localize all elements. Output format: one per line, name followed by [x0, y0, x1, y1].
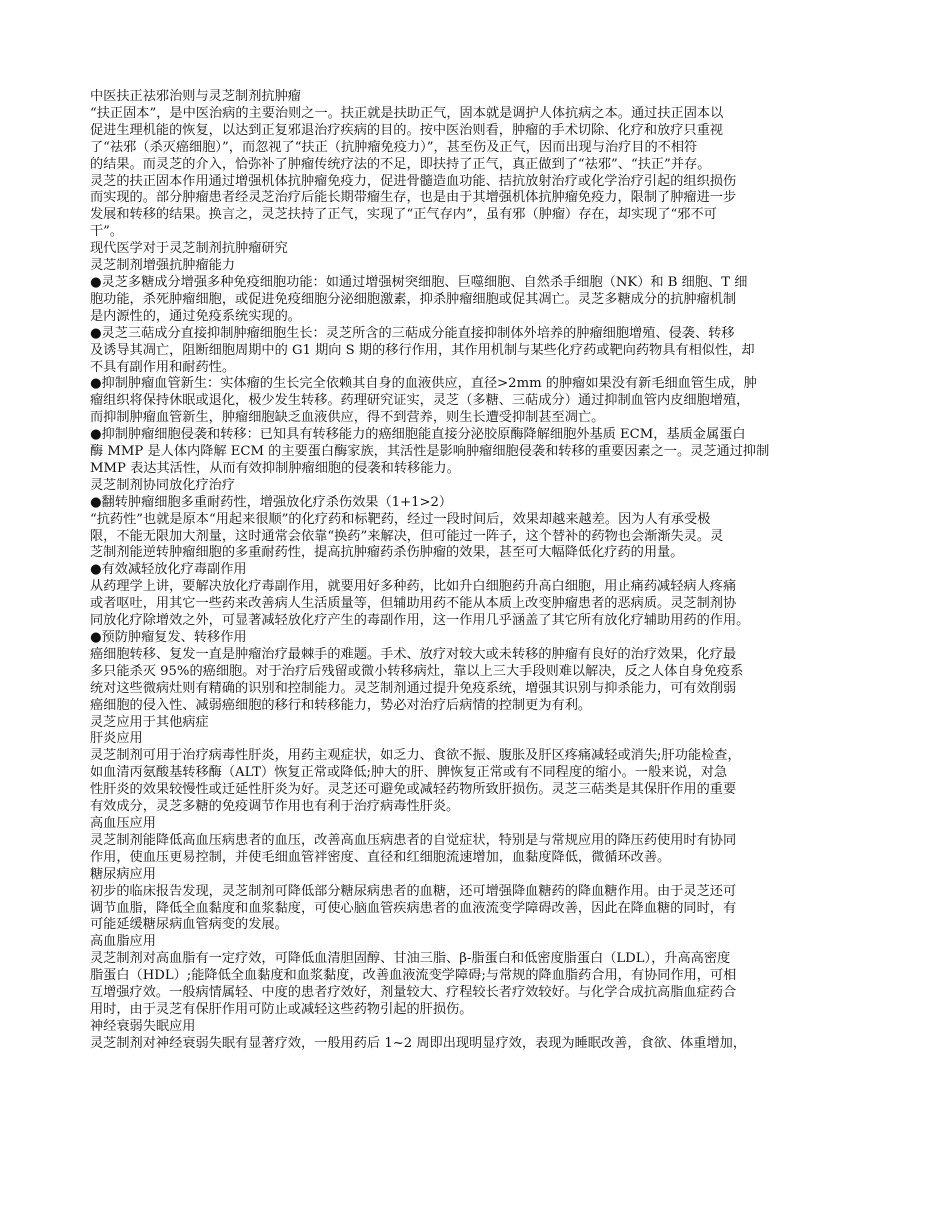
text-line: 灵芝制剂对高血脂有一定疗效，可降低血清胆固醇、甘油三脂、β-脂蛋白和低密度脂蛋白（LDL），升高高密度: [90, 951, 731, 967]
text-line: 及诱导其凋亡，阻断细胞周期中的 G1 期向 S 期的移行作用，其作用机制与某些化疗药或靶向药物具有相似性，却: [90, 342, 755, 358]
text-line: ●有效减轻放化疗毒副作用: [90, 562, 247, 578]
text-line: 可能延缓糖尿病血管病变的发展。: [90, 917, 288, 933]
text-line: 从药理学上讲，要解决放化疗毒副作用，就要用好多种药，比如升白细胞药升高白细胞，用止痛药减轻病人疼痛: [90, 579, 737, 595]
text-line: 调节血脂，降低全血黏度和血浆黏度，可使心脑血管疾病患者的血液流变学障碍改善，因此在降血糖的同时，有: [90, 900, 737, 916]
text-line: 如血清丙氨酸基转移酶（ALT）恢复正常或降低;肿大的肝、脾恢复正常或有不同程度的缩小。一般来说，对急: [90, 765, 728, 781]
text-line: 性肝炎的效果较慢性或迁延性肝炎为好。灵芝还可避免或减轻药物所致肝损伤。灵芝三萜类是其保肝作用的重要: [90, 782, 737, 798]
text-line: 促进生理机能的恢复，以达到正复邪退治疗疾病的目的。按中医治则看，肿瘤的手术切除、化疗和放疗只重视: [90, 122, 723, 138]
text-line: 灵芝制剂对神经衰弱失眠有显著疗效，一般用药后 1~2 周即出现明显疗效，表现为睡眠改善，食欲、体重增加，: [90, 1035, 747, 1051]
text-line: 作用，使血压更易控制，并使毛细血管袢密度、直径和红细胞流速增加，血黏度降低，微循环改善。: [90, 849, 671, 865]
text-line: 而抑制肿瘤血管新生，肿瘤细胞缺乏血液供应，得不到营养，则生长遭受抑制甚至凋亡。: [90, 410, 605, 426]
text-line: 统对这些微病灶则有精确的识别和控制能力。灵芝制剂通过提升免疫系统，增强其识别与抑杀能力，可有效削弱: [90, 680, 737, 696]
text-line: 限，不能无限加大剂量，这时通常会依靠“换药”来解决，但可能过一阵子，这个替补的药物也会渐渐失灵。灵: [90, 528, 724, 544]
text-line: 同放化疗除增效之外，可显著减轻放化疗产生的毒副作用，这一作用几乎涵盖了其它所有放化疗辅助用药的作用。: [90, 613, 750, 629]
text-line: 的结果。而灵芝的介入，恰弥补了肿瘤传统疗法的不足，即扶持了正气，真正做到了“祛邪”、“扶正”并存。: [90, 156, 711, 172]
text-line: 神经衰弱失眠应用: [90, 1018, 196, 1034]
text-line: 灵芝应用于其他病症: [90, 714, 209, 730]
text-line: 现代医学对于灵芝制剂抗肿瘤研究: [90, 241, 288, 257]
text-line: 不具有副作用和耐药性。: [90, 359, 236, 375]
text-line: 灵芝制剂能降低高血压病患者的血压，改善高血压病患者的自觉症状，特别是与常规应用的降压药使用时有协同: [90, 832, 737, 848]
text-line: ●预防肿瘤复发、转移作用: [90, 630, 247, 645]
text-line: “抗药性”也就是原本“用起来很顺”的化疗药和标靶药，经过一段时间后，效果却越来越差。因为人有承受极: [90, 511, 711, 527]
text-line: 初步的临床报告发现，灵芝制剂可降低部分糖尿病患者的血糖，还可增强降血糖药的降血糖作用。由于灵芝还可: [90, 883, 737, 899]
text-line: ●灵芝多糖成分增强多种免疫细胞功能：如通过增强树突细胞、巨噬细胞、自然杀手细胞（NK）和 B 细胞、T 细: [90, 274, 748, 290]
text-line: 糖尿病应用: [90, 866, 156, 882]
text-line: 酶 MMP 是人体内降解 ECM 的主要蛋白酶家族，其活性是影响肿瘤细胞侵袭和转移的重要因素之一。灵芝通过抑制: [90, 444, 770, 460]
text-line: 而实现的。部分肿瘤患者经灵芝治疗后能长期带瘤生存，也是由于其增强机体抗肿瘤免疫力，限制了肿瘤进一步: [90, 190, 737, 206]
text-line: 高血脂应用: [90, 934, 156, 950]
text-line: 中医扶正祛邪治则与灵芝制剂抗肿瘤: [90, 89, 301, 104]
text-line: 灵芝制剂可用于治疗病毒性肝炎，用药主观症状，如乏力、食欲不振、腹胀及肝区疼痛减轻或消失;肝功能检查，: [90, 748, 741, 764]
text-line: ●抑制肿瘤血管新生：实体瘤的生长完全依赖其自身的血液供应，直径>2mm 的肿瘤如果没有新毛细血管生成，肿: [90, 376, 757, 392]
text-line: 灵芝制剂协同放化疗治疗: [90, 477, 236, 493]
text-line: 癌细胞的侵入性、减弱癌细胞的移行和转移能力，势必对治疗后病情的控制更为有利。: [90, 697, 592, 713]
text-line: 多只能杀灭 95%的癌细胞。对于治疗后残留或微小转移病灶，靠以上三大手段则难以解决，反之人体自身免疫系: [90, 663, 744, 679]
text-line: 癌细胞转移、复发一直是肿瘤治疗最棘手的难题。手术、放疗对较大或未转移的肿瘤有良好的治疗效果，化疗最: [90, 646, 737, 662]
text-line: 灵芝的扶正固本作用通过增强机体抗肿瘤免疫力，促进骨髓造血功能、拮抗放射治疗或化学治疗引起的组织损伤: [90, 173, 737, 189]
text-line: ●灵芝三萜成分直接抑制肿瘤细胞生长：灵芝所含的三萜成分能直接抑制体外培养的肿瘤细胞增殖、侵袭、转移: [90, 325, 735, 341]
text-line: 互增强疗效。一般病情属轻、中度的患者疗效好，剂量较大、疗程较长者疗效较好。与化学合成抗高脂血症药合: [90, 985, 737, 1001]
text-line: 芝制剂能逆转肿瘤细胞的多重耐药性，提高抗肿瘤药杀伤肿瘤的效果，甚至可大幅降低化疗药的用量。: [90, 545, 684, 561]
text-line: ●抑制肿瘤细胞侵袭和转移：已知具有转移能力的癌细胞能直接分泌胶原酶降解细胞外基质 ECM，基质金属蛋白: [90, 427, 746, 443]
text-line: 肝炎应用: [90, 731, 143, 747]
text-line: 瘤组织将保持休眠或退化，极少发生转移。药理研究证实，灵芝（多糖、三萜成分）通过抑制血管内皮细胞增殖，: [90, 393, 750, 409]
text-line: 脂蛋白（HDL）;能降低全血黏度和血浆黏度，改善血液流变学障碍;与常规的降血脂药合用，有协同作用，可相: [90, 968, 737, 984]
text-line: 发展和转移的结果。换言之，灵芝扶持了正气，实现了“正气存内”，虽有邪（肿瘤）存在，却实现了“邪不可: [90, 207, 717, 223]
text-line: 用时，由于灵芝有保肝作用可防止或减轻这些药物引起的肝损伤。: [90, 1001, 473, 1017]
text-line: “扶正固本”，是中医治病的主要治则之一。扶正就是扶助正气，固本就是调护人体抗病之本。通过扶正固本以: [90, 105, 724, 121]
text-line: 了“祛邪（杀灭癌细胞）”，而忽视了“扶正（抗肿瘤免疫力）”，甚至伤及正气，因而出现与治疗目的不相符: [90, 139, 698, 155]
text-line: 是内源性的，通过免疫系统实现的。: [90, 308, 301, 324]
text-line: 干”。: [90, 224, 124, 240]
text-line: 或者呕吐，用其它一些药来改善病人生活质量等，但辅助用药不能从本质上改变肿瘤患者的恶病质。灵芝制剂协: [90, 596, 737, 612]
text-line: MMP 表达其活性，从而有效抑制肿瘤细胞的侵袭和转移能力。: [90, 460, 460, 476]
text-line: 灵芝制剂增强抗肿瘤能力: [90, 258, 236, 274]
text-line: 有效成分，灵芝多糖的免疫调节作用也有利于治疗病毒性肝炎。: [90, 799, 460, 815]
document-page: [90, 89, 860, 1053]
text-line: ●翻转肿瘤细胞多重耐药性，增强放化疗杀伤效果（1+1>2）: [90, 494, 453, 510]
text-line: 胞功能，杀死肿瘤细胞，或促进免疫细胞分泌细胞激素，抑杀肿瘤细胞或促其凋亡。灵芝多糖成分的抗肿瘤机制: [90, 291, 737, 307]
text-line: 高血压应用: [90, 815, 156, 831]
